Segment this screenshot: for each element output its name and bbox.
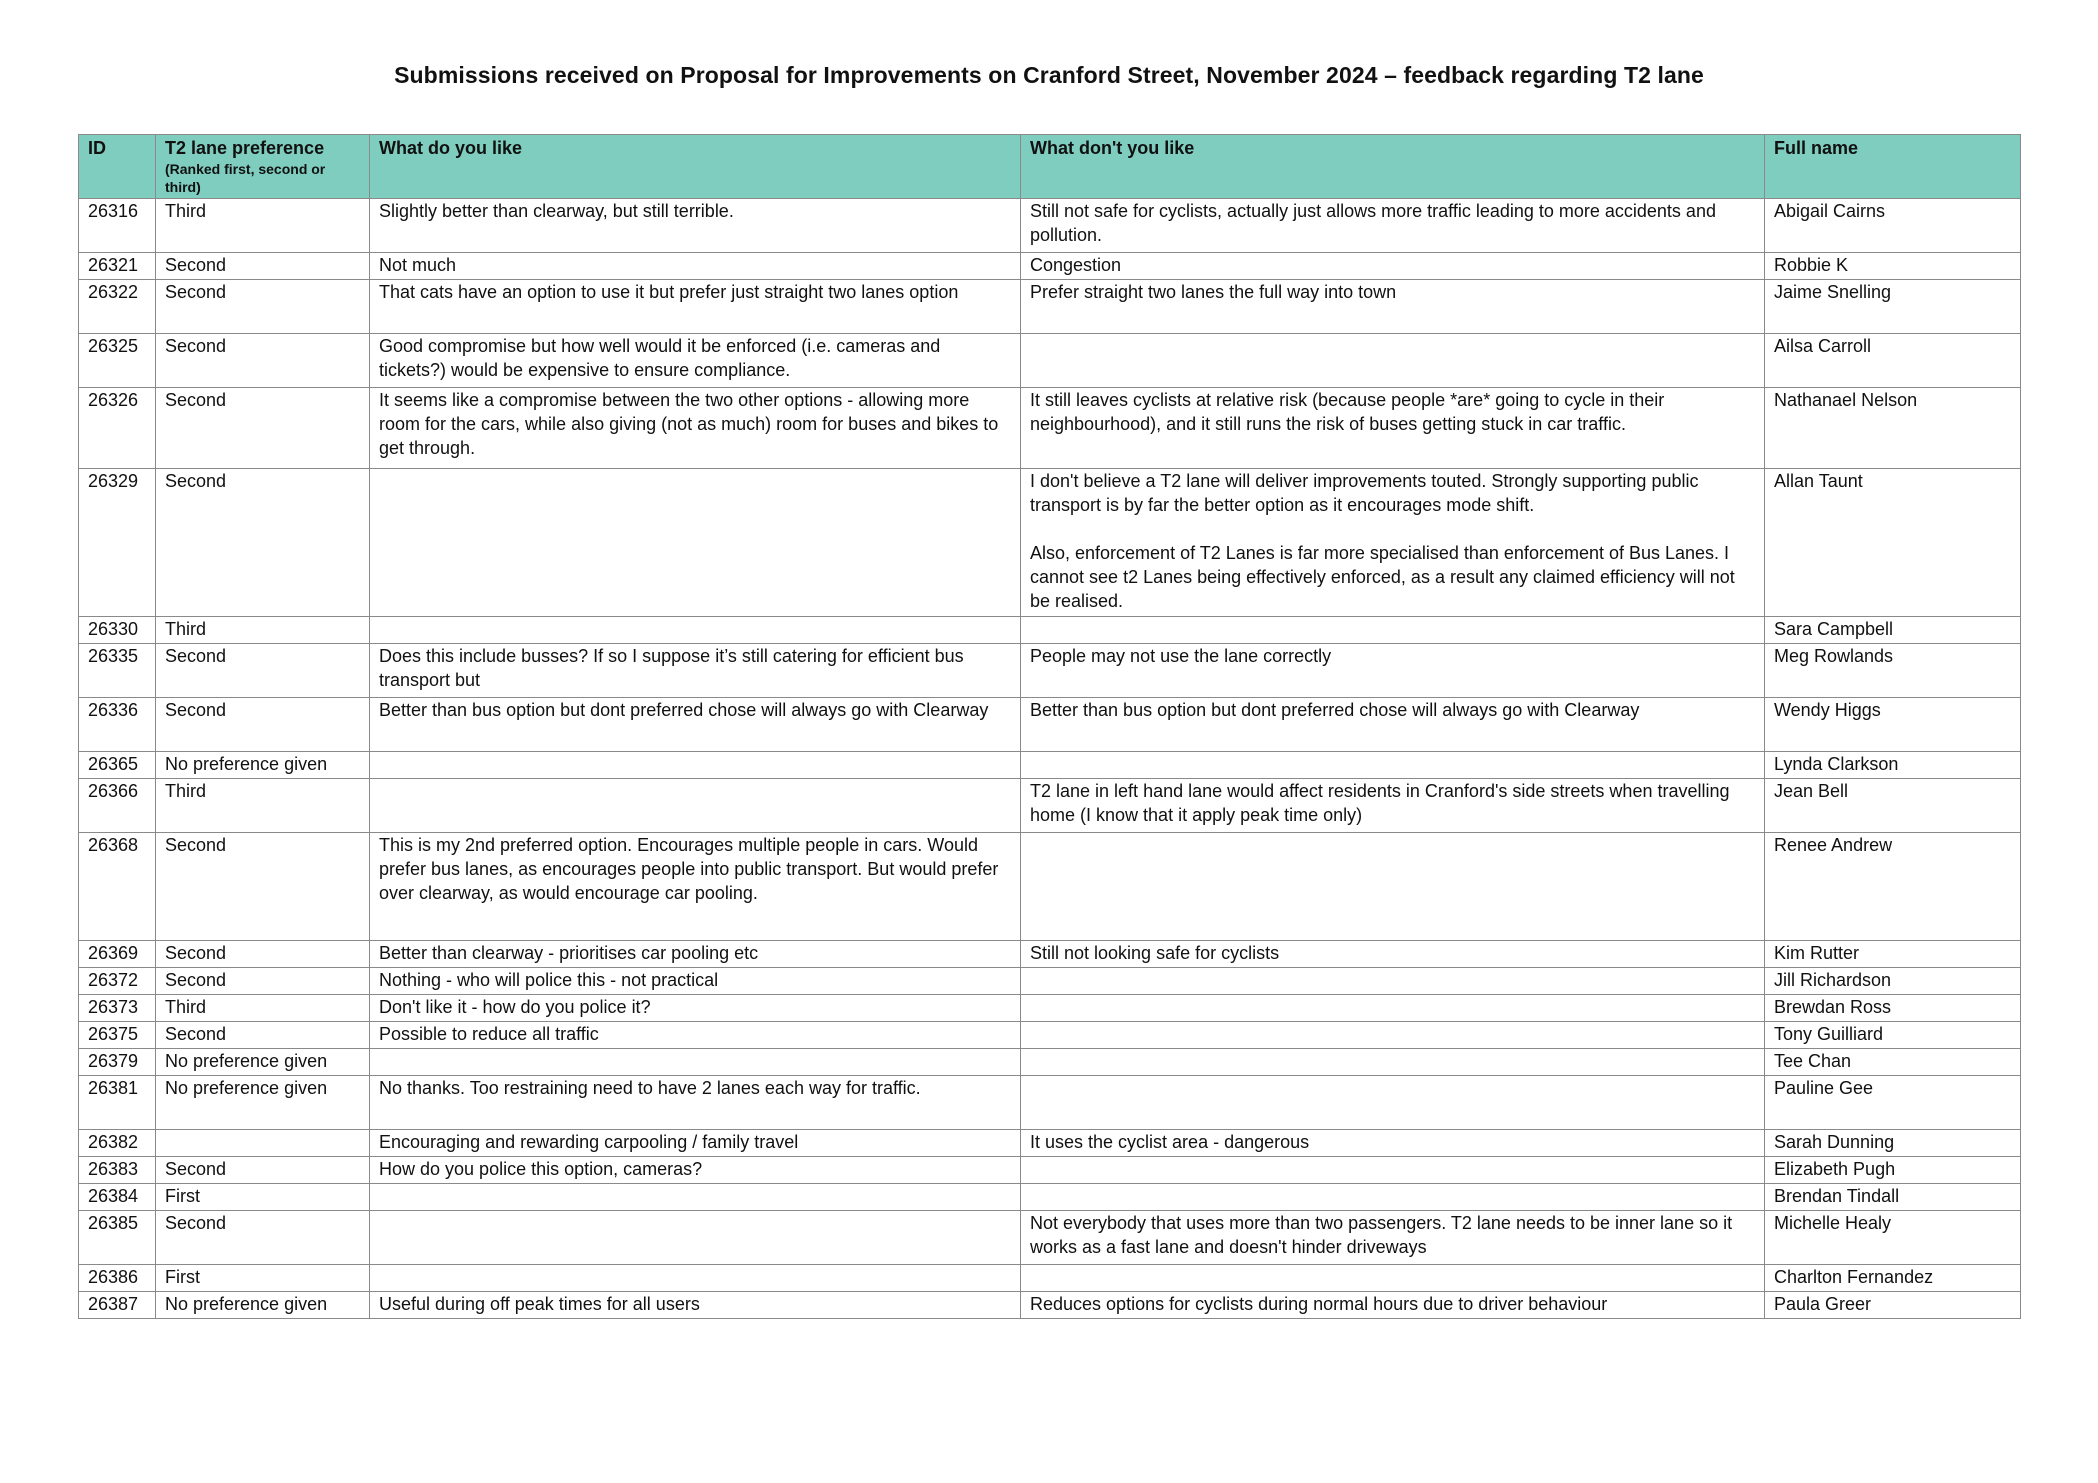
cell-what-dont-you-like: Congestion bbox=[1021, 253, 1765, 280]
cell-what-do-you-like: This is my 2nd preferred option. Encourages multiple people in cars. Would prefer bus lanes, as encourages people into public transport. But would prefer over clearway, as would encourage car pooling. bbox=[370, 833, 1021, 941]
cell-id: 26368 bbox=[79, 833, 156, 941]
cell-what-dont-you-like bbox=[1021, 752, 1765, 779]
cell-full-name: Meg Rowlands bbox=[1765, 644, 2021, 698]
cell-t2-lane-preference: Second bbox=[156, 280, 370, 334]
table-row bbox=[79, 968, 2021, 995]
cell-full-name: Robbie K bbox=[1765, 253, 2021, 280]
cell-id: 26326 bbox=[79, 388, 156, 469]
cell-what-dont-you-like bbox=[1021, 833, 1765, 941]
header-row bbox=[79, 135, 2021, 199]
table-row bbox=[79, 698, 2021, 752]
header-full-name: Full name bbox=[1765, 135, 2021, 199]
table-row bbox=[79, 1022, 2021, 1049]
cell-what-do-you-like bbox=[370, 617, 1021, 644]
table-row bbox=[79, 253, 2021, 280]
header-id: ID bbox=[79, 135, 156, 199]
cell-what-do-you-like: Better than clearway - prioritises car pooling etc bbox=[370, 941, 1021, 968]
cell-what-do-you-like: Possible to reduce all traffic bbox=[370, 1022, 1021, 1049]
submissions-table bbox=[78, 134, 2021, 1319]
table-row bbox=[79, 833, 2021, 941]
cell-what-dont-you-like: Prefer straight two lanes the full way into town bbox=[1021, 280, 1765, 334]
table-row bbox=[79, 644, 2021, 698]
cell-t2-lane-preference: Second bbox=[156, 1022, 370, 1049]
cell-full-name: Jaime Snelling bbox=[1765, 280, 2021, 334]
cell-id: 26335 bbox=[79, 644, 156, 698]
cell-what-do-you-like bbox=[370, 469, 1021, 617]
table-row bbox=[79, 388, 2021, 469]
cell-t2-lane-preference: Third bbox=[156, 779, 370, 833]
header-what-dont-you-like: What don't you like bbox=[1021, 135, 1765, 199]
cell-t2-lane-preference: Second bbox=[156, 941, 370, 968]
cell-t2-lane-preference: No preference given bbox=[156, 752, 370, 779]
cell-what-do-you-like bbox=[370, 1211, 1021, 1265]
cell-what-do-you-like: Nothing - who will police this - not practical bbox=[370, 968, 1021, 995]
cell-what-dont-you-like bbox=[1021, 1184, 1765, 1211]
cell-what-do-you-like: It seems like a compromise between the two other options - allowing more room for the cars, while also giving (not as much) room for buses and bikes to get through. bbox=[370, 388, 1021, 469]
cell-what-do-you-like: Better than bus option but dont preferred chose will always go with Clearway bbox=[370, 698, 1021, 752]
table-row bbox=[79, 1184, 2021, 1211]
cell-what-do-you-like: Not much bbox=[370, 253, 1021, 280]
table-row bbox=[79, 1130, 2021, 1157]
cell-full-name: Renee Andrew bbox=[1765, 833, 2021, 941]
table-row bbox=[79, 1211, 2021, 1265]
cell-full-name: Tony Guilliard bbox=[1765, 1022, 2021, 1049]
table-row bbox=[79, 995, 2021, 1022]
cell-what-do-you-like: Encouraging and rewarding carpooling / family travel bbox=[370, 1130, 1021, 1157]
cell-t2-lane-preference: Third bbox=[156, 617, 370, 644]
cell-id: 26387 bbox=[79, 1292, 156, 1319]
cell-what-do-you-like bbox=[370, 1049, 1021, 1076]
cell-full-name: Michelle Healy bbox=[1765, 1211, 2021, 1265]
cell-what-do-you-like: Slightly better than clearway, but still terrible. bbox=[370, 199, 1021, 253]
cell-id: 26330 bbox=[79, 617, 156, 644]
cell-what-dont-you-like: People may not use the lane correctly bbox=[1021, 644, 1765, 698]
table-row bbox=[79, 334, 2021, 388]
cell-t2-lane-preference: Second bbox=[156, 644, 370, 698]
cell-id: 26382 bbox=[79, 1130, 156, 1157]
cell-t2-lane-preference: Second bbox=[156, 698, 370, 752]
cell-id: 26383 bbox=[79, 1157, 156, 1184]
cell-t2-lane-preference bbox=[156, 1130, 370, 1157]
table-row bbox=[79, 1292, 2021, 1319]
cell-id: 26325 bbox=[79, 334, 156, 388]
cell-what-do-you-like bbox=[370, 1184, 1021, 1211]
cell-t2-lane-preference: Second bbox=[156, 334, 370, 388]
table-row bbox=[79, 617, 2021, 644]
cell-id: 26379 bbox=[79, 1049, 156, 1076]
cell-what-dont-you-like: It still leaves cyclists at relative risk (because people *are* going to cycle in their neighbourhood), and it still runs the risk of buses getting stuck in car traffic. bbox=[1021, 388, 1765, 469]
header-pref-label: T2 lane preference bbox=[165, 138, 325, 158]
cell-full-name: Abigail Cairns bbox=[1765, 199, 2021, 253]
cell-full-name: Sarah Dunning bbox=[1765, 1130, 2021, 1157]
cell-t2-lane-preference: Third bbox=[156, 199, 370, 253]
cell-full-name: Wendy Higgs bbox=[1765, 698, 2021, 752]
cell-what-dont-you-like bbox=[1021, 1076, 1765, 1130]
table-row bbox=[79, 1076, 2021, 1130]
cell-t2-lane-preference: Second bbox=[156, 1157, 370, 1184]
table-row bbox=[79, 469, 2021, 617]
cell-t2-lane-preference: No preference given bbox=[156, 1049, 370, 1076]
cell-what-do-you-like: Useful during off peak times for all users bbox=[370, 1292, 1021, 1319]
cell-t2-lane-preference: First bbox=[156, 1265, 370, 1292]
cell-id: 26336 bbox=[79, 698, 156, 752]
table-row bbox=[79, 199, 2021, 253]
cell-id: 26372 bbox=[79, 968, 156, 995]
cell-id: 26322 bbox=[79, 280, 156, 334]
cell-what-dont-you-like bbox=[1021, 1157, 1765, 1184]
table-row bbox=[79, 1265, 2021, 1292]
cell-id: 26365 bbox=[79, 752, 156, 779]
cell-what-dont-you-like: Still not safe for cyclists, actually just allows more traffic leading to more accidents and pollution. bbox=[1021, 199, 1765, 253]
table-body bbox=[79, 199, 2021, 1319]
cell-id: 26316 bbox=[79, 199, 156, 253]
header-t2-lane-preference bbox=[156, 135, 370, 199]
cell-what-do-you-like bbox=[370, 779, 1021, 833]
cell-full-name: Jean Bell bbox=[1765, 779, 2021, 833]
cell-full-name: Allan Taunt bbox=[1765, 469, 2021, 617]
table-row bbox=[79, 1049, 2021, 1076]
cell-what-dont-you-like bbox=[1021, 334, 1765, 388]
cell-full-name: Kim Rutter bbox=[1765, 941, 2021, 968]
cell-what-dont-you-like: T2 lane in left hand lane would affect residents in Cranford's side streets when travelling home (I know that it apply peak time only) bbox=[1021, 779, 1765, 833]
header-pref-subtitle: (Ranked first, second or third) bbox=[165, 161, 326, 195]
cell-what-dont-you-like bbox=[1021, 1022, 1765, 1049]
cell-what-dont-you-like: Still not looking safe for cyclists bbox=[1021, 941, 1765, 968]
cell-id: 26375 bbox=[79, 1022, 156, 1049]
cell-what-dont-you-like: Reduces options for cyclists during normal hours due to driver behaviour bbox=[1021, 1292, 1765, 1319]
cell-t2-lane-preference: Second bbox=[156, 968, 370, 995]
cell-full-name: Nathanael Nelson bbox=[1765, 388, 2021, 469]
cell-what-do-you-like: That cats have an option to use it but prefer just straight two lanes option bbox=[370, 280, 1021, 334]
cell-id: 26366 bbox=[79, 779, 156, 833]
cell-full-name: Charlton Fernandez bbox=[1765, 1265, 2021, 1292]
cell-full-name: Elizabeth Pugh bbox=[1765, 1157, 2021, 1184]
cell-t2-lane-preference: First bbox=[156, 1184, 370, 1211]
table-row bbox=[79, 1157, 2021, 1184]
cell-what-dont-you-like: Not everybody that uses more than two passengers. T2 lane needs to be inner lane so it works as a fast lane and doesn't hinder driveways bbox=[1021, 1211, 1765, 1265]
cell-what-dont-you-like bbox=[1021, 1049, 1765, 1076]
cell-id: 26381 bbox=[79, 1076, 156, 1130]
table-row bbox=[79, 752, 2021, 779]
cell-id: 26321 bbox=[79, 253, 156, 280]
cell-full-name: Lynda Clarkson bbox=[1765, 752, 2021, 779]
cell-full-name: Brendan Tindall bbox=[1765, 1184, 2021, 1211]
cell-what-dont-you-like bbox=[1021, 995, 1765, 1022]
page-title: Submissions received on Proposal for Improvements on Cranford Street, November 2024 – feedback regarding T2 lane bbox=[394, 62, 1704, 88]
cell-what-dont-you-like bbox=[1021, 968, 1765, 995]
cell-what-do-you-like: Don't like it - how do you police it? bbox=[370, 995, 1021, 1022]
cell-what-do-you-like: Good compromise but how well would it be enforced (i.e. cameras and tickets?) would be expensive to ensure compliance. bbox=[370, 334, 1021, 388]
cell-t2-lane-preference: No preference given bbox=[156, 1076, 370, 1130]
cell-id: 26373 bbox=[79, 995, 156, 1022]
cell-what-dont-you-like: Better than bus option but dont preferred chose will always go with Clearway bbox=[1021, 698, 1765, 752]
cell-what-do-you-like: Does this include busses? If so I suppose it’s still catering for efficient bus transport but bbox=[370, 644, 1021, 698]
cell-id: 26385 bbox=[79, 1211, 156, 1265]
cell-id: 26384 bbox=[79, 1184, 156, 1211]
cell-t2-lane-preference: Third bbox=[156, 995, 370, 1022]
cell-id: 26329 bbox=[79, 469, 156, 617]
table-row bbox=[79, 779, 2021, 833]
cell-what-do-you-like: How do you police this option, cameras? bbox=[370, 1157, 1021, 1184]
cell-t2-lane-preference: Second bbox=[156, 1211, 370, 1265]
cell-id: 26386 bbox=[79, 1265, 156, 1292]
cell-t2-lane-preference: Second bbox=[156, 253, 370, 280]
cell-id: 26369 bbox=[79, 941, 156, 968]
table-row bbox=[79, 280, 2021, 334]
table-row bbox=[79, 941, 2021, 968]
cell-what-do-you-like bbox=[370, 1265, 1021, 1292]
cell-full-name: Pauline Gee bbox=[1765, 1076, 2021, 1130]
cell-full-name: Jill Richardson bbox=[1765, 968, 2021, 995]
cell-what-dont-you-like: It uses the cyclist area - dangerous bbox=[1021, 1130, 1765, 1157]
cell-full-name: Brewdan Ross bbox=[1765, 995, 2021, 1022]
cell-t2-lane-preference: Second bbox=[156, 388, 370, 469]
cell-what-dont-you-like bbox=[1021, 1265, 1765, 1292]
cell-what-dont-you-like bbox=[1021, 617, 1765, 644]
cell-full-name: Ailsa Carroll bbox=[1765, 334, 2021, 388]
cell-full-name: Sara Campbell bbox=[1765, 617, 2021, 644]
cell-t2-lane-preference: Second bbox=[156, 833, 370, 941]
cell-full-name: Tee Chan bbox=[1765, 1049, 2021, 1076]
cell-what-do-you-like bbox=[370, 752, 1021, 779]
cell-what-dont-you-like: I don't believe a T2 lane will deliver improvements touted. Strongly supporting public transport is by far the better option as it encourages mode shift. Also, enforcement of T2 Lanes is far more specialised than enforcement of Bus Lanes. I cannot see t2 Lanes being effectively enforced, as a result any claimed efficiency will not be realised. bbox=[1021, 469, 1765, 617]
cell-t2-lane-preference: Second bbox=[156, 469, 370, 617]
cell-full-name: Paula Greer bbox=[1765, 1292, 2021, 1319]
cell-t2-lane-preference: No preference given bbox=[156, 1292, 370, 1319]
header-what-do-you-like: What do you like bbox=[370, 135, 1021, 199]
cell-what-do-you-like: No thanks. Too restraining need to have 2 lanes each way for traffic. bbox=[370, 1076, 1021, 1130]
